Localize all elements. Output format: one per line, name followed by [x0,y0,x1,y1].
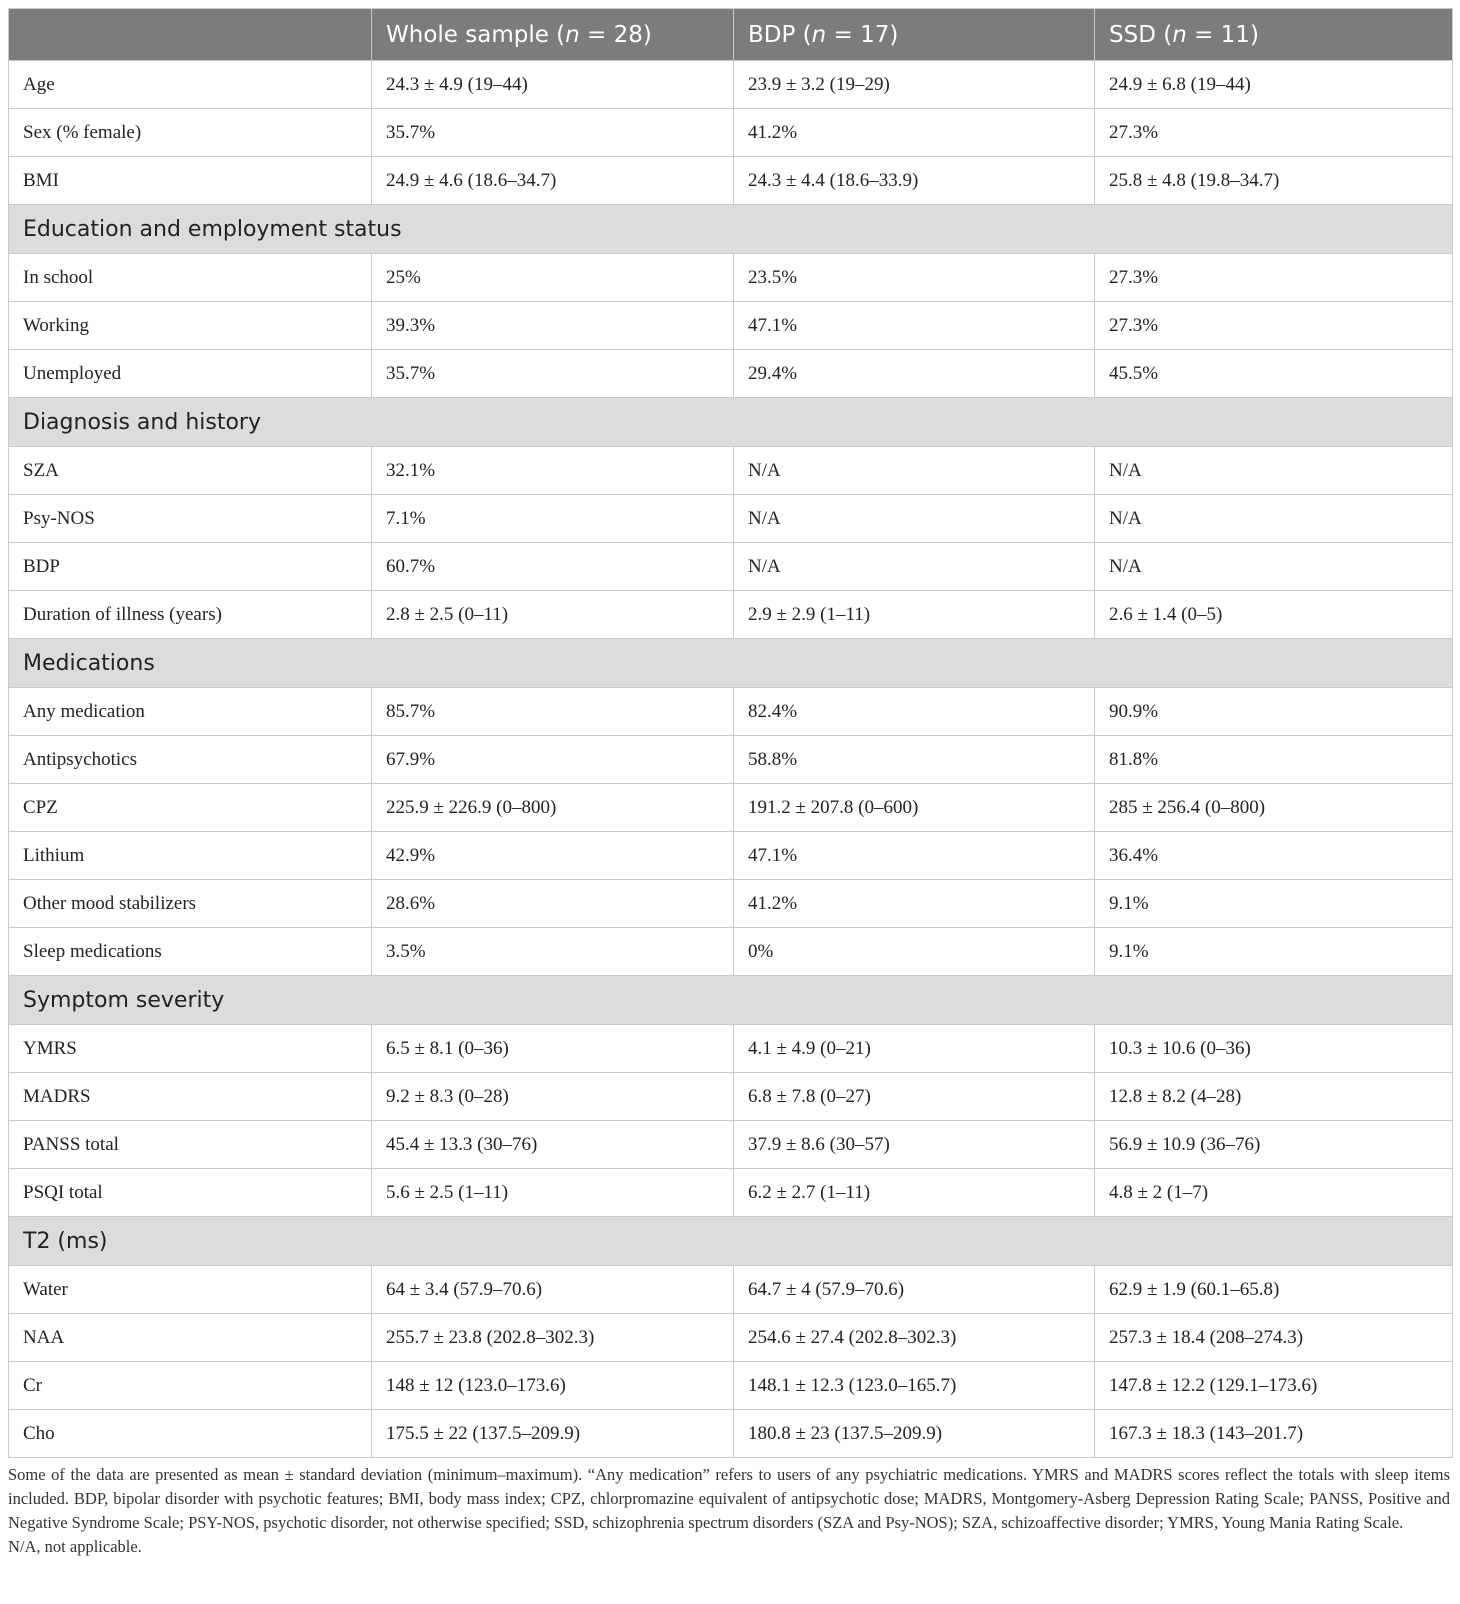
table-row [9,157,1453,205]
table-row [9,350,1453,398]
cell-whole-sample: 85.7% [372,688,734,736]
cell-bdp: 180.8 ± 23 (137.5–209.9) [734,1410,1095,1458]
table-row [9,495,1453,543]
row-label: Lithium [9,832,372,880]
cell-whole-sample: 45.4 ± 13.3 (30–76) [372,1121,734,1169]
row-label: Sex (% female) [9,109,372,157]
cell-whole-sample: 6.5 ± 8.1 (0–36) [372,1025,734,1073]
header-whole-sample: Whole sample (n = 28) [372,9,734,61]
cell-bdp: 82.4% [734,688,1095,736]
table-row [9,1169,1453,1217]
table-row [9,1121,1453,1169]
section-title: Education and employment status [9,205,1453,254]
row-label: Cr [9,1362,372,1410]
cell-ssd: 2.6 ± 1.4 (0–5) [1095,591,1453,639]
cell-bdp: 4.1 ± 4.9 (0–21) [734,1025,1095,1073]
cell-bdp: 58.8% [734,736,1095,784]
table-row [9,688,1453,736]
cell-ssd: 285 ± 256.4 (0–800) [1095,784,1453,832]
cell-bdp: N/A [734,543,1095,591]
cell-bdp: 41.2% [734,109,1095,157]
cell-whole-sample: 225.9 ± 226.9 (0–800) [372,784,734,832]
cell-ssd: 27.3% [1095,302,1453,350]
row-label: Sleep medications [9,928,372,976]
cell-bdp: 47.1% [734,832,1095,880]
table-row [9,1314,1453,1362]
cell-bdp: 191.2 ± 207.8 (0–600) [734,784,1095,832]
cell-bdp: 64.7 ± 4 (57.9–70.6) [734,1266,1095,1314]
cell-ssd: 9.1% [1095,928,1453,976]
demographics-table [8,8,1453,1458]
cell-whole-sample: 28.6% [372,880,734,928]
cell-ssd: 27.3% [1095,254,1453,302]
cell-bdp: 47.1% [734,302,1095,350]
row-label: Psy-NOS [9,495,372,543]
table-row [9,736,1453,784]
cell-ssd: 90.9% [1095,688,1453,736]
cell-bdp: 23.5% [734,254,1095,302]
cell-ssd: 10.3 ± 10.6 (0–36) [1095,1025,1453,1073]
cell-bdp: 148.1 ± 12.3 (123.0–165.7) [734,1362,1095,1410]
row-label: MADRS [9,1073,372,1121]
cell-ssd: 9.1% [1095,880,1453,928]
section-title: Symptom severity [9,976,1453,1025]
cell-ssd: 56.9 ± 10.9 (36–76) [1095,1121,1453,1169]
row-label: Any medication [9,688,372,736]
row-label: BDP [9,543,372,591]
table-row [9,543,1453,591]
header-empty [9,9,372,61]
cell-whole-sample: 255.7 ± 23.8 (202.8–302.3) [372,1314,734,1362]
row-label: YMRS [9,1025,372,1073]
cell-bdp: 6.8 ± 7.8 (0–27) [734,1073,1095,1121]
cell-ssd: 4.8 ± 2 (1–7) [1095,1169,1453,1217]
cell-whole-sample: 148 ± 12 (123.0–173.6) [372,1362,734,1410]
cell-whole-sample: 35.7% [372,109,734,157]
cell-bdp: 37.9 ± 8.6 (30–57) [734,1121,1095,1169]
cell-ssd: 24.9 ± 6.8 (19–44) [1095,61,1453,109]
cell-bdp: N/A [734,495,1095,543]
row-label: NAA [9,1314,372,1362]
row-label: Antipsychotics [9,736,372,784]
cell-whole-sample: 39.3% [372,302,734,350]
table-header-row [9,9,1453,61]
row-label: Cho [9,1410,372,1458]
cell-whole-sample: 60.7% [372,543,734,591]
cell-whole-sample: 24.3 ± 4.9 (19–44) [372,61,734,109]
section-row-education [9,205,1453,254]
table-row [9,784,1453,832]
cell-bdp: 29.4% [734,350,1095,398]
table-row [9,1362,1453,1410]
cell-ssd: 25.8 ± 4.8 (19.8–34.7) [1095,157,1453,205]
cell-whole-sample: 32.1% [372,447,734,495]
footnote-text: Some of the data are presented as mean ± standard deviation (minimum–maximum). “Any medication” refers to users of any psychiatric medications. YMRS and MADRS scores reflect the totals with sleep items included. BDP, bipolar disorder with psychotic features; BMI, body mass index; CPZ, chlorpromazine equivalent of antipsychotic dose; MADRS, Montgomery-Asberg Depression Rating Scale; PANSS, Positive and Negative Syndrome Scale; PSY-NOS, psychotic disorder, not otherwise specified; SSD, schizophrenia spectrum disorders (SZA and Psy-NOS); SZA, schizoaffective disorder; YMRS, Young Mania Rating Scale. [8,1465,1450,1532]
table-row [9,254,1453,302]
cell-bdp: 2.9 ± 2.9 (1–11) [734,591,1095,639]
cell-ssd: 12.8 ± 8.2 (4–28) [1095,1073,1453,1121]
cell-whole-sample: 24.9 ± 4.6 (18.6–34.7) [372,157,734,205]
footnote-na: N/A, not applicable. [8,1537,142,1556]
table-row [9,1025,1453,1073]
table-row [9,302,1453,350]
row-label: Unemployed [9,350,372,398]
row-label: Water [9,1266,372,1314]
cell-bdp: 254.6 ± 27.4 (202.8–302.3) [734,1314,1095,1362]
cell-whole-sample: 64 ± 3.4 (57.9–70.6) [372,1266,734,1314]
table-container [8,8,1452,1559]
section-row-diagnosis [9,398,1453,447]
header-bdp: BDP (n = 17) [734,9,1095,61]
table-row [9,591,1453,639]
cell-ssd: N/A [1095,543,1453,591]
table-row [9,61,1453,109]
cell-ssd: 167.3 ± 18.3 (143–201.7) [1095,1410,1453,1458]
cell-ssd: N/A [1095,495,1453,543]
row-label: SZA [9,447,372,495]
cell-bdp: 6.2 ± 2.7 (1–11) [734,1169,1095,1217]
cell-bdp: 24.3 ± 4.4 (18.6–33.9) [734,157,1095,205]
header-ssd: SSD (n = 11) [1095,9,1453,61]
row-label: Age [9,61,372,109]
cell-whole-sample: 25% [372,254,734,302]
table-row [9,447,1453,495]
row-label: BMI [9,157,372,205]
cell-bdp: 0% [734,928,1095,976]
cell-whole-sample: 9.2 ± 8.3 (0–28) [372,1073,734,1121]
cell-ssd: 27.3% [1095,109,1453,157]
row-label: CPZ [9,784,372,832]
cell-whole-sample: 175.5 ± 22 (137.5–209.9) [372,1410,734,1458]
table-row [9,1266,1453,1314]
row-label: Working [9,302,372,350]
section-row-t2 [9,1217,1453,1266]
row-label: In school [9,254,372,302]
cell-whole-sample: 7.1% [372,495,734,543]
row-label: Duration of illness (years) [9,591,372,639]
section-row-symptoms [9,976,1453,1025]
cell-whole-sample: 67.9% [372,736,734,784]
table-row [9,1073,1453,1121]
row-label: PSQI total [9,1169,372,1217]
table-row [9,928,1453,976]
section-title: T2 (ms) [9,1217,1453,1266]
row-label: PANSS total [9,1121,372,1169]
cell-ssd: 62.9 ± 1.9 (60.1–65.8) [1095,1266,1453,1314]
cell-ssd: 45.5% [1095,350,1453,398]
cell-whole-sample: 5.6 ± 2.5 (1–11) [372,1169,734,1217]
table-row [9,109,1453,157]
cell-ssd: 36.4% [1095,832,1453,880]
cell-ssd: 147.8 ± 12.2 (129.1–173.6) [1095,1362,1453,1410]
cell-bdp: N/A [734,447,1095,495]
table-row [9,1410,1453,1458]
cell-ssd: N/A [1095,447,1453,495]
table-body [9,61,1453,1458]
row-label: Other mood stabilizers [9,880,372,928]
cell-bdp: 41.2% [734,880,1095,928]
cell-bdp: 23.9 ± 3.2 (19–29) [734,61,1095,109]
table-footnote [8,1463,1452,1559]
section-title: Diagnosis and history [9,398,1453,447]
cell-ssd: 257.3 ± 18.4 (208–274.3) [1095,1314,1453,1362]
cell-whole-sample: 2.8 ± 2.5 (0–11) [372,591,734,639]
section-row-medications [9,639,1453,688]
cell-ssd: 81.8% [1095,736,1453,784]
table-row [9,880,1453,928]
cell-whole-sample: 35.7% [372,350,734,398]
cell-whole-sample: 42.9% [372,832,734,880]
cell-whole-sample: 3.5% [372,928,734,976]
table-row [9,832,1453,880]
section-title: Medications [9,639,1453,688]
